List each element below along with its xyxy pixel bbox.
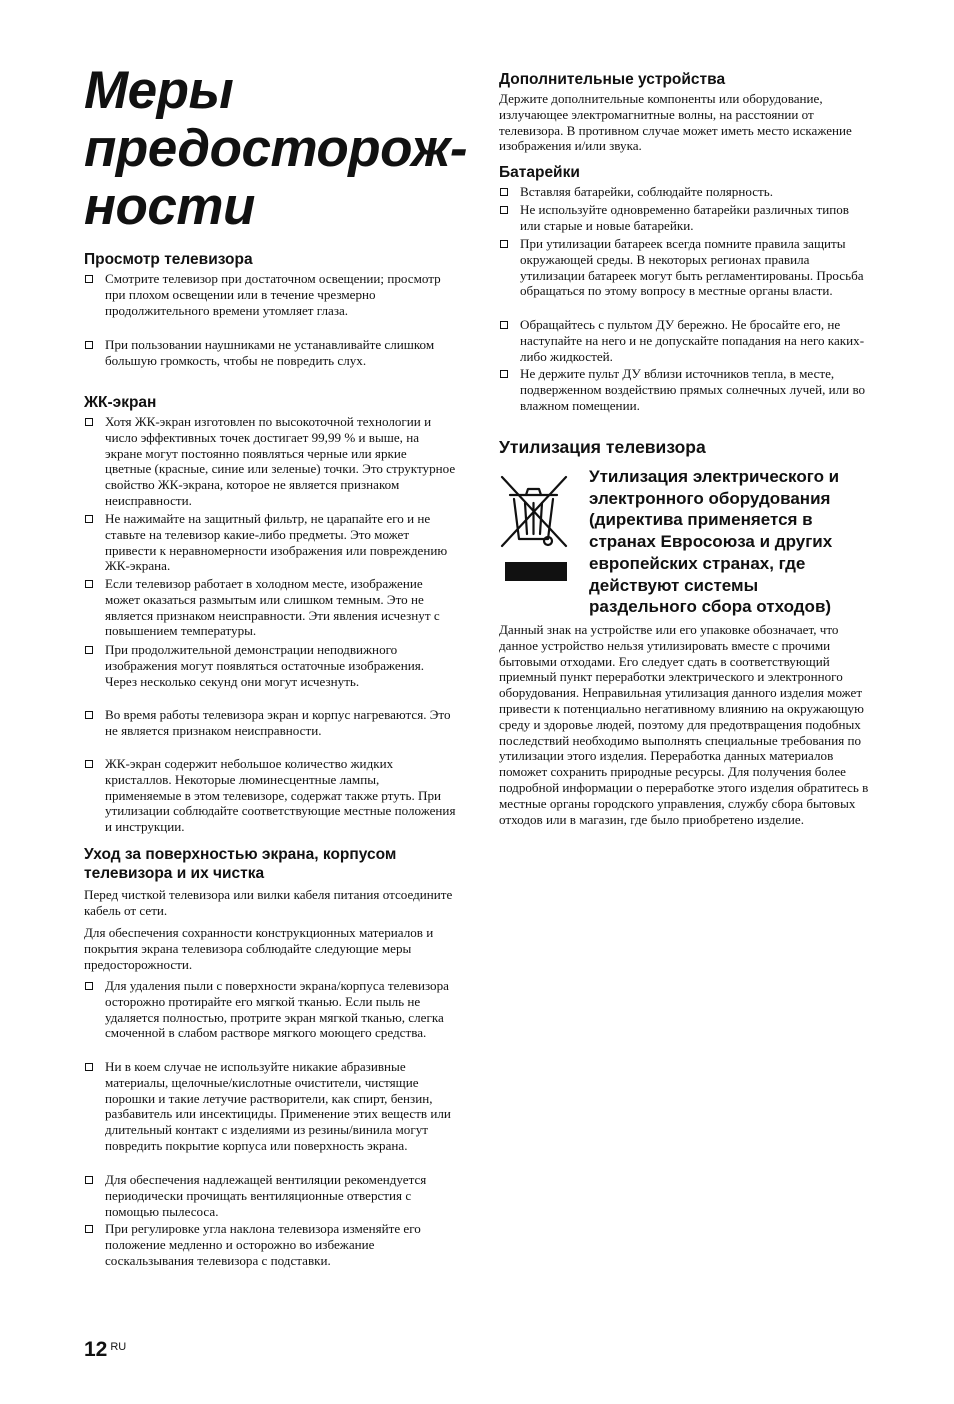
list-item-text: Для удаления пыли с поверхности экрана/корпуса телевизора осторожно протирайте его мягкой тканью. Если пыль не удаляется полностью, протрите экран мягкой тканью, слегка смоченной в слабом растворе мягкого моющего средства. bbox=[105, 978, 449, 1041]
paragraph: Для обеспечения сохранности конструкционных материалов и покрытия экрана телевизора соблюдайте следующие меры предосторожности. bbox=[84, 925, 434, 972]
page-title-line: ности bbox=[84, 177, 255, 236]
checkbox-bullet-icon bbox=[85, 515, 93, 523]
paragraph: Держите дополнительные компоненты или оборудование, излучающее электромагнитные волны, на расстоянии от телевизора. В противном случае может иметь место искажение изображения и/или звука. bbox=[499, 91, 852, 154]
list-item bbox=[499, 366, 871, 413]
list-item bbox=[84, 511, 456, 574]
checkbox-bullet-icon bbox=[85, 1176, 93, 1184]
list-item bbox=[84, 576, 456, 639]
section-heading-optional-devices: Дополнительные устройства bbox=[499, 71, 726, 88]
list-item bbox=[84, 756, 456, 835]
list-item bbox=[84, 642, 456, 689]
list-item-text: ЖК-экран содержит небольшое количество жидких кристаллов. Некоторые люминесцентные лампы, применяемые в этом телевизоре, содержат также ртуть. При утилизации соблюдайте соответствующие местные положения и инструкции. bbox=[105, 756, 456, 835]
weee-paragraph: Данный знак на устройстве или его упаковке обозначает, что данное устройство нельзя утилизировать вместе с прочими бытовыми отходами. Его следует сдать в соответствующий приемный пункт переработки электрического и электронного оборудования. Неправильная утилизация данного изделия может привести к потенциально негативному влиянию на окружающую среду и здоровье людей, поэтому для предотвращения подобных последствий необходимо выполнять специальные требования по утилизации этого изделия. Переработка данных материалов поможет сохранить природные ресурсы. Для получения более подробной информации о переработке этого изделия обратитесь в местные органы городского управления, службу сбора бытовых отходов или в магазин, где было приобретено изделие. bbox=[499, 622, 869, 827]
weee-heading: Утилизация электрического и электронного оборудования (директива применяется в странах Евросоюза и других европейских странах, где действуют системы раздельного сбора отходов) bbox=[589, 467, 840, 617]
checkbox-bullet-icon bbox=[85, 418, 93, 426]
page-number bbox=[84, 1338, 126, 1362]
list-item bbox=[499, 184, 871, 200]
list-item-text: При утилизации батареек всегда помните правила защиты окружающей среды. В некоторых регионах правила утилизации батареек могут быть регламентированы. Просьба обращаться по этому вопросу в местные органы власти. bbox=[520, 236, 864, 299]
checkbox-bullet-icon bbox=[85, 646, 93, 654]
list-item bbox=[499, 202, 871, 234]
language-code: RU bbox=[110, 1341, 127, 1353]
list-item-text: Вставляя батарейки, соблюдайте полярность. bbox=[520, 184, 773, 199]
list-item bbox=[84, 707, 456, 739]
list-item-text: Если телевизор работает в холодном месте, изображение может оказаться размытым или слишком темным. Это не является признаком неисправности. Эти явления исчезнут с повышением температуры. bbox=[105, 576, 440, 639]
list-item bbox=[84, 1059, 456, 1154]
page-title-line: Меры bbox=[84, 61, 234, 120]
list-item-text: Смотрите телевизор при достаточном освещении; просмотр при плохом освещении или в течение чрезмерно продолжительного времени утомляет глаза. bbox=[105, 271, 441, 318]
list-item-text: При продолжительной демонстрации неподвижного изображения могут появляться остаточные изображения. Через несколько секунд они могут исчезнуть. bbox=[105, 642, 425, 689]
page-number-value: 12 bbox=[84, 1338, 108, 1361]
checkbox-bullet-icon bbox=[500, 370, 508, 378]
list-item-text: При регулировке угла наклона телевизора изменяйте его положение медленно и осторожно во избежание соскальзывания телевизора с подставки. bbox=[105, 1221, 421, 1268]
list-item bbox=[84, 1221, 456, 1268]
list-item bbox=[84, 337, 456, 369]
list-item-text: Во время работы телевизора экран и корпус нагреваются. Это не является признаком неисправности. bbox=[105, 707, 451, 738]
section-heading-viewing: Просмотр телевизора bbox=[84, 251, 253, 268]
section-heading-care: Уход за поверхностью экрана, корпусом телевизора и их чистка bbox=[84, 846, 397, 882]
list-item bbox=[499, 236, 871, 299]
paragraph: Перед чисткой телевизора или вилки кабеля питания отсоедините кабель от сети. bbox=[84, 887, 453, 918]
section-heading-disposal: Утилизация телевизора bbox=[499, 437, 706, 457]
crossed-out-wheelie-bin-icon bbox=[499, 473, 573, 581]
checkbox-bullet-icon bbox=[85, 1225, 93, 1233]
checkbox-bullet-icon bbox=[85, 982, 93, 990]
checkbox-bullet-icon bbox=[85, 275, 93, 283]
list-item bbox=[499, 317, 871, 364]
checkbox-bullet-icon bbox=[85, 760, 93, 768]
checkbox-bullet-icon bbox=[85, 711, 93, 719]
checkbox-bullet-icon bbox=[500, 240, 508, 248]
list-item-text: Хотя ЖК-экран изготовлен по высокоточной технологии и число эффективных точек достигает 99,99 % и выше, на экране могут постоянно появляться черные или яркие цветные (красные, синие или зеленые) точки. Это структурное свойство ЖК-экрана, которое не является признаком неисправности. bbox=[105, 414, 456, 508]
checkbox-bullet-icon bbox=[500, 188, 508, 196]
checkbox-bullet-icon bbox=[85, 580, 93, 588]
list-item-text: Для обеспечения надлежащей вентиляции рекомендуется периодически прочищать вентиляционные отверстия с помощью пылесоса. bbox=[105, 1172, 427, 1219]
list-item-text: Ни в коем случае не используйте никакие абразивные материалы, щелочные/кислотные очистители, чистящие порошки и такие летучие растворители, как спирт, бензин, разбавитель или инсектициды. Применение этих веществ или длительный контакт с изделиями из резины/винила могут повредить покрытие корпуса или поверхность экрана. bbox=[105, 1059, 451, 1153]
checkbox-bullet-icon bbox=[500, 321, 508, 329]
page-title-line: предосторож- bbox=[84, 119, 468, 178]
list-item bbox=[84, 978, 456, 1041]
checkbox-bullet-icon bbox=[85, 341, 93, 349]
list-item-text: При пользовании наушниками не устанавливайте слишком большую громкость, чтобы не повредить слух. bbox=[105, 337, 435, 368]
list-item-text: Обращайтесь с пультом ДУ бережно. Не бросайте его, не наступайте на него и не допускайте попадания на него каких-либо жидкостей. bbox=[520, 317, 865, 364]
checkbox-bullet-icon bbox=[500, 206, 508, 214]
list-item bbox=[84, 271, 456, 318]
section-heading-batteries: Батарейки bbox=[499, 164, 580, 181]
list-item-text: Не нажимайте на защитный фильтр, не царапайте его и не ставьте на телевизор какие-либо предметы. Это может привести к неравномерности изображения или повреждению ЖК-экрана. bbox=[105, 511, 448, 574]
list-item bbox=[84, 414, 456, 509]
list-item bbox=[84, 1172, 456, 1219]
section-heading-lcd: ЖК-экран bbox=[84, 394, 157, 411]
checkbox-bullet-icon bbox=[85, 1063, 93, 1071]
list-item-text: Не держите пульт ДУ вблизи источников тепла, в месте, подверженном воздействию прямых солнечных лучей, или во влажном помещении. bbox=[520, 366, 866, 413]
page-title bbox=[84, 62, 484, 236]
list-item-text: Не используйте одновременно батарейки различных типов или старые и новые батарейки. bbox=[520, 202, 849, 233]
